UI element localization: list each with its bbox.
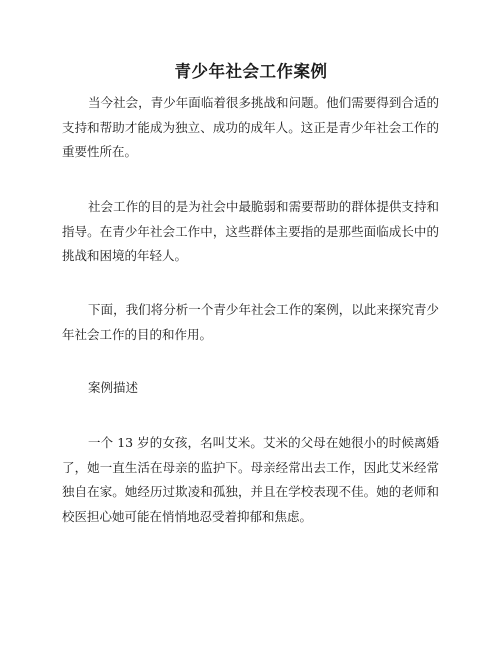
document-title: 青少年社会工作案例: [174, 62, 328, 81]
intro-paragraph: 当今社会，青少年面临着很多挑战和问题。他们需要得到合适的支持和帮助才能成为独立、成功的成年人。这正是青少年社会工作的重要性所在。: [62, 95, 439, 159]
case-description-paragraph: 一个 13 岁的女孩，名叫艾米。艾米的父母在她很小的时候离婚了，她一直生活在母亲的监护下。母亲经常出去工作，因此艾米经常独自在家。她经历过欺凌和孤独，并且在学校表现不佳。她的老师和校医担心她可能在悄悄地忍受着抑郁和焦虑。: [62, 435, 439, 524]
analysis-paragraph: 下面，我们将分析一个青少年社会工作的案例，以此来探究青少年社会工作的目的和作用。: [62, 302, 439, 342]
case-heading: 案例描述: [88, 380, 139, 395]
purpose-paragraph: 社会工作的目的是为社会中最脆弱和需要帮助的群体提供支持和指导。在青少年社会工作中，这些群体主要指的是那些面临成长中的挑战和困境的年轻人。: [62, 199, 439, 263]
